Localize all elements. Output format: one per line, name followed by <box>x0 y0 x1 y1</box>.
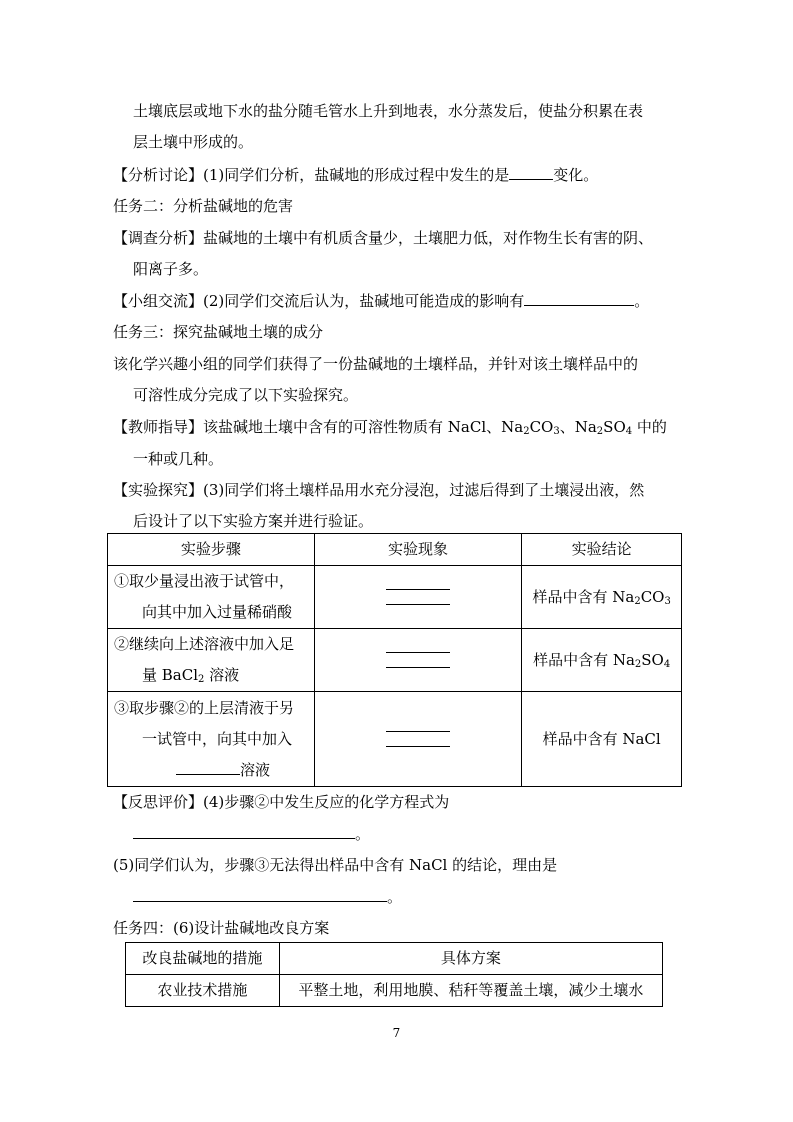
answer-blank[interactable] <box>133 824 355 839</box>
table-row <box>108 629 682 692</box>
step-cell <box>108 692 315 787</box>
answer-blank[interactable] <box>386 652 450 653</box>
header-conclusion: 实验结论 <box>522 534 682 566</box>
text: 、Na <box>559 418 597 436</box>
experiment-table <box>107 533 682 787</box>
text: 。 <box>387 888 403 906</box>
question-2 <box>113 291 649 311</box>
text: 量 BaCl <box>142 666 199 684</box>
answer-blank[interactable] <box>386 731 450 732</box>
step-text <box>114 660 314 691</box>
conclusion-cell <box>522 566 682 629</box>
step-text: ②继续向上述溶液中加入足 <box>114 635 295 653</box>
text: 中的 <box>632 418 667 436</box>
step-text: ①取少量浸出液于试管中， <box>114 572 295 590</box>
text: 溶液 <box>204 666 240 684</box>
text: CO <box>640 587 665 606</box>
step-text: 一试管中，向其中加入 <box>142 729 293 748</box>
answer-blank[interactable] <box>386 589 450 590</box>
subscript: 2 <box>634 595 641 607</box>
text: CO <box>529 418 554 436</box>
question-2-suffix: 。 <box>634 292 650 310</box>
question-1-text: 【分析讨论】(1)同学们分析，盐碱地的形成过程中发生的是 <box>113 166 510 184</box>
subscript: 2 <box>634 658 642 670</box>
task-heading: 任务四：(6)设计盐碱地改良方案 <box>113 919 330 937</box>
paragraph-line: 【实验探究】(3)同学们将土壤样品用水充分浸泡，过滤后得到了土壤浸出液，然 <box>113 481 645 499</box>
measure-cell: 农业技术措施 <box>126 975 280 1007</box>
improvement-table <box>125 942 663 1007</box>
phenomenon-cell[interactable] <box>314 566 522 629</box>
answer-blank[interactable] <box>509 165 553 180</box>
paragraph-line: 该化学兴趣小组的同学们获得了一份盐碱地的土壤样品，并针对该土壤样品中的 <box>113 355 639 373</box>
subscript: 3 <box>553 426 560 437</box>
answer-blank[interactable] <box>386 604 450 605</box>
paragraph-line: 一种或几种。 <box>133 450 224 468</box>
phenomenon-cell[interactable] <box>314 692 522 787</box>
question-1 <box>113 165 598 185</box>
header-plan: 具体方案 <box>279 943 662 975</box>
text: SO <box>641 650 664 669</box>
conclusion-cell: 样品中含有 NaCl <box>522 692 682 787</box>
paragraph-line: 可溶性成分完成了以下实验探究。 <box>133 386 359 404</box>
answer-line <box>133 824 370 844</box>
table-header-row <box>126 943 663 975</box>
question-1-suffix: 变化。 <box>553 166 599 184</box>
text: 。 <box>355 825 371 843</box>
answer-blank[interactable] <box>176 760 240 775</box>
subscript: 3 <box>664 595 671 607</box>
paragraph-line: 后设计了以下实验方案并进行验证。 <box>133 512 374 530</box>
answer-blank[interactable] <box>133 887 387 902</box>
subscript: 2 <box>596 426 604 437</box>
text: 【教师指导】该盐碱地土壤中含有的可溶性物质有 NaCl、Na <box>113 418 524 436</box>
text: 样品中含有 Na <box>533 650 635 669</box>
answer-blank[interactable] <box>386 746 450 747</box>
table-row <box>108 692 682 787</box>
paragraph-line: 阳离子多。 <box>133 260 209 278</box>
phenomenon-cell[interactable] <box>314 629 522 692</box>
plan-cell: 平整土地，利用地膜、秸秆等覆盖土壤，减少土壤水 <box>279 975 662 1007</box>
step-cell <box>108 566 315 629</box>
step-text: ③取步骤②的上层清液于另 <box>114 698 295 717</box>
answer-line <box>133 887 402 907</box>
header-step: 实验步骤 <box>108 534 315 566</box>
subscript: 4 <box>625 426 633 437</box>
paragraph-line: 土壤底层或地下水的盐分随毛管水上升到地表，水分蒸发后，使盐分积累在表 <box>133 102 644 120</box>
subscript: 4 <box>663 658 671 670</box>
header-measure: 改良盐碱地的措施 <box>126 943 280 975</box>
task-heading: 任务二：分析盐碱地的危害 <box>113 197 294 215</box>
teacher-guidance <box>113 417 667 437</box>
paragraph-line: 层土壤中形成的。 <box>133 133 254 151</box>
question-4: 【反思评价】(4)步骤②中发生反应的化学方程式为 <box>113 793 450 811</box>
answer-blank[interactable] <box>386 667 450 668</box>
subscript: 2 <box>198 674 205 685</box>
table-row <box>126 975 663 1007</box>
subscript: 2 <box>523 426 530 437</box>
table-header-row <box>108 534 682 566</box>
table-row <box>108 566 682 629</box>
page-number: 7 <box>392 1026 401 1040</box>
text: 样品中含有 Na <box>532 587 635 606</box>
step-cell <box>108 629 315 692</box>
step-text: 溶液 <box>240 760 271 779</box>
header-phenomenon: 实验现象 <box>314 534 522 566</box>
conclusion-cell <box>522 629 682 692</box>
step-text: 向其中加入过量稀硝酸 <box>142 603 293 621</box>
text: SO <box>603 418 626 436</box>
paragraph-line: 【调查分析】盐碱地的土壤中有机质含量少，土壤肥力低，对作物生长有害的阴、 <box>113 229 654 247</box>
question-5: (5)同学们认为，步骤③无法得出样品中含有 NaCl 的结论，理由是 <box>113 856 558 874</box>
task-heading: 任务三：探究盐碱地土壤的成分 <box>113 323 324 341</box>
answer-blank[interactable] <box>524 291 634 306</box>
question-2-text: 【小组交流】(2)同学们交流后认为，盐碱地可能造成的影响有 <box>113 292 525 310</box>
